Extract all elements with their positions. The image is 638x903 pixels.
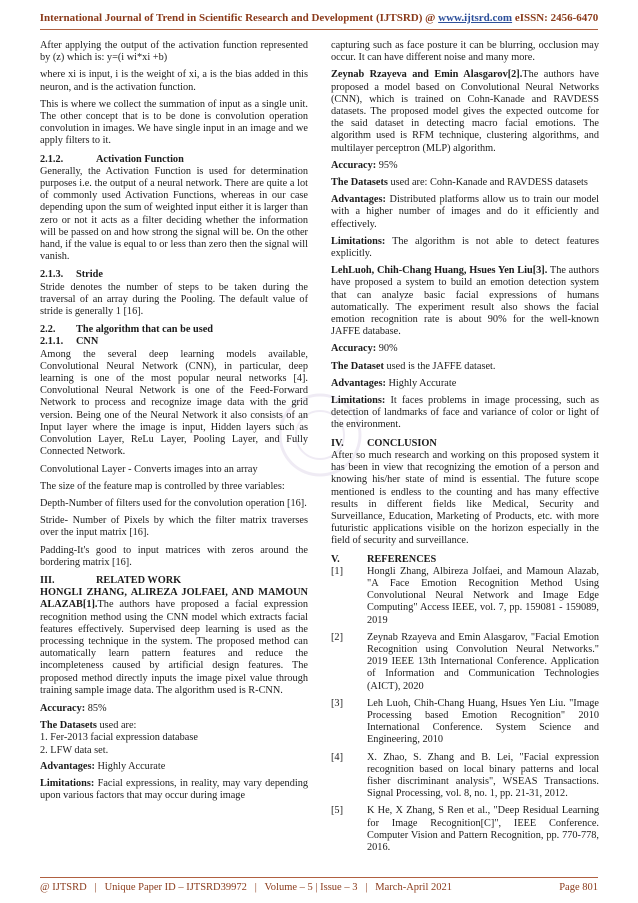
paragraph: Limitations: Facial expressions, in reality, may vary depending upon various factors that may occur during image bbox=[40, 777, 308, 802]
reference-item: [4] X. Zhao, S. Zhang and B. Lei, "Facial expression recognition based on local binary patterns and local fisher discriminant analysis", WSEAS Transactions. Signal Processing, vol. 8, no. 1, pp. 21-31, 2012. bbox=[331, 751, 599, 800]
section-heading: V. REFERENCES bbox=[331, 553, 437, 565]
paragraph: The Dataset used is the JAFFE dataset. bbox=[331, 360, 496, 372]
section-heading: 2.2. The algorithm that can be used bbox=[40, 324, 214, 336]
footer-divider bbox=[40, 877, 598, 878]
page-number: Page 801 bbox=[559, 882, 598, 893]
paragraph: Accuracy: 90% bbox=[331, 343, 398, 355]
paragraph: After so much research and working on this proposed system it has been in view that recognizing the emotion of a person and knowing his/her state of mind is essential. The future scope mentioned is endless to the counting and has many effective results in different fields like Medical, Security and Surveillance, Education, Marketing of Products, etc. with more futuristic applications visible on the horizon especially in the field of security and surveillance. bbox=[331, 449, 599, 547]
reference-item: [3] Leh Luoh, Chih-Chang Huang, Hsues Yen Liu. "Image Processing based Emotion Recognition" 2010 International Conference. System Science and Engineering, 2010 bbox=[331, 697, 599, 746]
paragraph: After applying the output of the activation function represented by (z) which is: y=(i wi*xi +b) bbox=[40, 40, 308, 64]
running-footer bbox=[40, 882, 598, 893]
list-item: 1. Fer-2013 facial expression database bbox=[40, 732, 198, 744]
journal-issn: eISSN: 2456-6470 bbox=[514, 12, 599, 24]
section-heading: IV. CONCLUSION bbox=[331, 437, 437, 449]
paragraph: Accuracy: 95% bbox=[331, 159, 398, 171]
reference-item: [2] Zeynab Rzayeva and Emin Alasgarov, "Facial Emotion Recognition using Convolution Neural Networks." 2019 IEEE 13th International Conference. Application of Information and Communication Technologies (AICT), 2020 bbox=[331, 631, 599, 692]
paragraph: where xi is input, i is the weight of xi, a is the bias added in this neuron, and is the activation function. bbox=[40, 69, 308, 93]
paragraph: Stride denotes the number of steps to be taken during the traversal of an array during the Pooling. The default value of stride is generally 1 [16]. bbox=[40, 281, 308, 318]
section-heading: III. RELATED WORK bbox=[40, 574, 182, 586]
journal-name: International Journal of Trend in Scientific Research and Development (IJTSRD) @ bbox=[39, 12, 436, 24]
paragraph: The Datasets used are: Cohn-Kanade and RAVDESS datasets bbox=[331, 177, 588, 189]
dataset-list bbox=[40, 732, 308, 756]
header-divider bbox=[40, 29, 598, 30]
paragraph: LehLuoh, Chih-Chang Huang, Hsues Yen Liu[3]. The authors have proposed a system to build an emotion detection system that can analyze basic facial expressions of humans automatically. The experiment result also shows the facial emotion recognition rate is about 90% for the well-known JAFFE database. bbox=[331, 265, 599, 338]
section-heading: 2.1.2. Activation Function bbox=[40, 153, 184, 165]
paragraph: This is where we collect the summation of input as a single unit. The other concept that is to be done is convolution operation convolution in images. We have single input in an image and we apply filters to it. bbox=[40, 98, 308, 147]
paragraph: Depth-Number of filters used for the convolution operation [16]. bbox=[40, 497, 307, 509]
paragraph: The Datasets used are: bbox=[40, 720, 137, 732]
section-heading: 2.1.3. Stride bbox=[40, 269, 103, 281]
paragraph: Limitations: It faces problems in image processing, such as detection of landmarks of face and variance of color or light of the environment. bbox=[331, 395, 600, 431]
reference-list bbox=[331, 566, 599, 854]
paragraph: Advantages: Highly Accurate bbox=[331, 377, 457, 389]
reference-item: [1] Hongli Zhang, Albireza Jolfaei, and Mamoun Alazab, "A Face Emotion Recognition Method Using Convolutional Neural Network and Image Edge Computing" Access IEEE, vol. 7, pp. 159081 - 159089, 2019 bbox=[331, 565, 599, 626]
paragraph: Convolutional Layer - Converts images into an array bbox=[40, 463, 258, 475]
running-header bbox=[0, 12, 638, 24]
left-column bbox=[40, 40, 308, 807]
paragraph: The size of the feature map is controlled by three variables: bbox=[40, 480, 285, 492]
paragraph: capturing such as face posture it can be blurring, occlusion may occur. It can have different noise and many more. bbox=[331, 40, 599, 64]
paragraph: Advantages: Distributed platforms allow us to train our model with a higher number of images and do it efficiently and effectively. bbox=[331, 194, 600, 230]
paragraph: Advantages: Highly Accurate bbox=[40, 760, 166, 772]
paragraph: Accuracy: 85% bbox=[40, 702, 107, 714]
right-column bbox=[331, 40, 599, 859]
paragraph: Generally, the Activation Function is used for determination purposes i.e. the output of a neural network. There are quite a lot of commonly used Activation Functions, whereas in our case depending upon the sum of weighted input either it is larger than zero or not it acts as a filter deciding whether the information will be passed on and how strong the signal will be. On the other hand, if the value is equal to or less than zero then the signal will vanish. bbox=[40, 165, 308, 263]
paragraph: Zeynab Rzayeva and Emin Alasgarov[2].The authors have proposed a model based on Convolutional Neural Networks (CNN), which is trained on Cohn-Kanade and RAVDESS datasets. The proposed model gives the expected outcome for the said dataset in detecting macro facial emotions. The algorithm used is RFM technique, clustering algorithms, and multilayer perceptron (MLP) algorithm. bbox=[331, 69, 599, 154]
journal-url-link[interactable]: www.ijtsrd.com bbox=[438, 12, 513, 24]
paragraph: HONGLI ZHANG, ALIREZA JOLFAEI, AND MAMOUN ALAZAB[1].The authors have proposed a facial expression recognition method using the CNN model which extracts facial features effectively. Supervised deep learning is used as the processing technique in the system. The proposed method can automatically learn pattern features and reduce the incompleteness caused by artificial design features. The proposed method directly inputs the image pixel value through training sample image data. The algorithm used is R-CNN. bbox=[40, 587, 308, 696]
reference-item: [5] K He, X Zhang, S Ren et al., "Deep Residual Learning for Image Recognition[C]", IEEE Conference. Computer Vision and Pattern Recognition, pp. 770-778, 2016. bbox=[331, 805, 599, 853]
footer-info: @ IJTSRD | Unique Paper ID – IJTSRD39972 | Volume – 5 | Issue – 3 | March-April 2021 bbox=[40, 882, 452, 893]
paragraph: Limitations: The algorithm is not able to detect features explicitly. bbox=[331, 235, 599, 260]
section-heading: 2.1.1. CNN bbox=[40, 336, 99, 348]
paragraph: Stride- Number of Pixels by which the filter matrix traverses over the input matrix [16]. bbox=[40, 515, 308, 539]
list-item: 2. LFW data set. bbox=[40, 744, 109, 756]
paragraph: Padding-It's good to input matrices with zeros around the bordering matrix [16]. bbox=[40, 544, 308, 568]
paragraph: Among the several deep learning models available, Convolutional Neural Network (CNN), in particular, deep learning is one of the most popular neural networks [4]. Convolutional Neural Network is one of the Feed-Forward Network to process and recognize image data with the grid version. Being one of the Neural Network it also consists of an Input layer where the image is input, Hidden layers such as Convolution Layer, ReLu Layer, Pooling Layer, and Fully Connected Network. bbox=[40, 348, 308, 458]
